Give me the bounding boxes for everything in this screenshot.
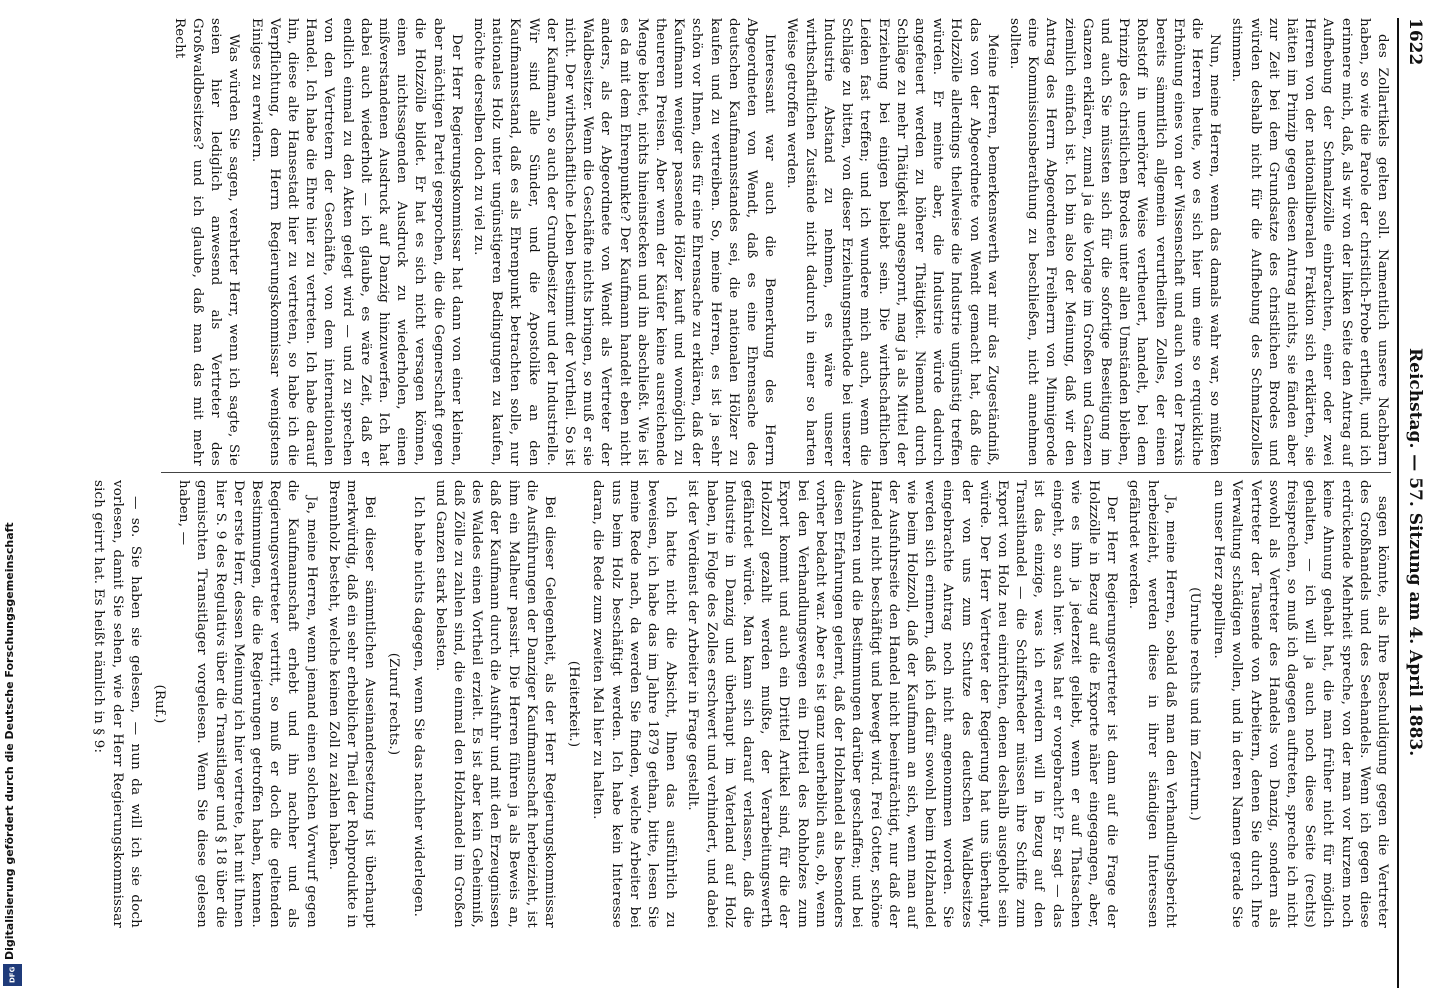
paragraph: Bei dieser Gelegenheit, als der Herr Regierungskommissar die Ausführungen der Danziger Kaufmannschaft herbeizieht, ist ihm ein Malheur passirt. Die Herren führen ja als Beweis an, daß der Kaufmann durch die Ausfuhr und mit den Erzeugnissen des Waldes einen Vortheil erzielt. Es ist aber kein Geheimniß, daß Zölle zu zahlen sind, die einmal den Holzhandel im Großen und Ganzen stark belasten. bbox=[432, 480, 558, 928]
paragraph: Der Herr Regierungsvertreter ist dann auf die Frage der Holzzölle in Bezug auf die Exporte näher eingegangen, aber, wie es ihm ja jederzeit geliebt, wenn er auf Thatsachen eingeht, so auch hier. Was hat er vorgebracht? Er sagt — das ist das einzige, was ich erwidern will in Bezug auf den Transithandel — die Schiffsrheder müssen ihre Schiffe zum Export von Holz neu einrichten, denen deshalb ausgeholt sein würde. Der Herr Vertreter der Regierung hat uns überhaupt, der von uns zum Schutze des deutschen Waldbesitzes eingebrachte Antrag noch nicht angenommen worden. Sie werden sich erinnern, daß ich dafür sowohl beim Holzhandel wie beim Holzzoll, daß der Kaufmann an sich, wenn man auf der Ausfuhrseite den Handel nicht beeinträchtigt, nur daß der Handel nicht beschäftigt und bewegt wird. Frei Gotter, schöne Ausfuhren und die Bestimmungen darüber geschaffen; und bei diesen Erfahrungen gelernt, daß der Holzhandel als besonders vorher bedacht war. Aber es ist ganz unerheblich aus, ob, wenn bei den Verhandlungswegen ein Drittel des Rohholzes zum Export kommt und auch ein Drittel Artikel sind, für die der Holzzoll gezahlt werden mußte, der Verarbeitungswerth gefährdet würde. Man kann sich darauf verlassen, daß die Industrie in Danzig und überhaupt im Vaterland auf Holz haben, in Folge des Zolles erschwert und verhindert, und dabei ist der Verdienst der Arbeiter in Frage gestellt. bbox=[685, 480, 1120, 928]
stage-direction: (Ruf.) bbox=[152, 684, 167, 724]
right-column bbox=[91, 480, 1391, 928]
paragraph: Interessant war auch die Bemerkung des Herrn Abgeordneten von Wendt, daß es eine Ehrensache des deutschen Kaufmannsstandes sei, die nationalen Hölzer zu kaufen und zu vertreiben. So, meine Herren, es ist ja sehr schön vor Ihnen, dies für eine Ehrensache zu erklären, daß der Kaufmann weniger passende Hölzer kauft und womöglich zu theureren Preisen. Aber wenn der Käufer keine ausreichende Menge bietet, nichts hineinstecken und ihn abschließt. Wie ist es da mit dem Ehrenpunkte? Der Kaufmann handelt eben nicht anders, als der Abgeordnete von Wendt als Vertreter der Waldbesitzer. Wenn die Geschäfte nichts bringen, so muß er sie nicht. Der wirthschaftliche Leben bestimmt der Vortheil. So ist der Kaufmann, so auch der Grundbesitzer und der Industrielle. Wir sind alle Sünder, und die Apostolike an den Kaufmannsstand, daß es als Ehrenpunkt betrachten solle, nur nationales Holz unter ungünstigeren Bedingungen zu kaufen, möchte derselben doch zu viel zu. bbox=[471, 18, 778, 466]
funding-notice: Digitalisierung gefördert durch die Deutsche Forschungsgemeinschaft bbox=[3, 522, 16, 960]
paragraph: sagen könnte, als Ihre Beschuldigung gegen die Vertreter des Großhandels und des Seehandels. Wenn ich gegen diese erdrückende Mehrheit spreche, von der man vor kurzem noch keine Ahnung gehabt hat, die man früher nicht für möglich gehalten, — ich will ja auch noch diese Seite (rechts) freisprechen, so muß ich dagegen auftreten, spreche ich nicht sowohl als Vertreter des Handels von Danzig, sondern als Vertreter der Tausende von Arbeitern, denen Sie durch Ihre Verwaltung schädigen wollen, und in deren Namen gerade Sie an unser Herz appelliren. bbox=[1211, 480, 1390, 928]
paragraph: des Zollartikels gelten soll. Namentlich unsere Nachbarn haben, so wie die Parole der christlich-Probe ertheilt, und ich erinnere mich, daß, als wir von der linken Seite den Antrag auf Aufhebung der Schmalzzölle einbrachten, einer oder zwei Herren von der nationalliberalen Fraktion sich erklärten, sie hätten im Prinzip gegen diesen Antrag nichts, sie fänden aber zur Zeit bei dem Grundsatze des christlichen Brodes und würden deshalb nicht für die Aufhebung des Schmalzzolles stimmen. bbox=[1229, 18, 1390, 466]
stage-direction: (Zuruf rechts.) bbox=[386, 652, 402, 756]
page-number: 1622 bbox=[1405, 18, 1425, 66]
paragraph: — so. Sie haben sie gelesen, — nun da will ich sie doch vorlesen, damit Sie sehen, wie der Herr Regierungskommissar sich geirrt hat. Es heißt nämlich in § 9: bbox=[91, 480, 143, 928]
paragraph: Ja, meine Herren, sobald daß man den Verhandlungsbericht herbeizieht, werden diese in ihrer ständigen Interessen gefährdet werden. bbox=[1126, 480, 1178, 928]
paragraph: Meine Herren, bemerkenswerth war mir das Zugeständniß, das von der Abgeordnete von Wendt gemacht hat, daß die Holzzölle allerdings theilweise die Industrie ungünstig treffen würden. Er meinte aber, die Industrie würde dadurch angefeuert werden zu höherer Thätigkeit. Niemand durch Schläge zu mehr Thätigkeit angespornt, mag ja als Mittel der Erziehung bei einigen beliebt sein. Die wirthschaftlichen Leiden fast treffen; und ich wundere mich auch, wenn die Schläge zu bitten, von dieser Erziehungsmethode bei unserer Industrie Abstand zu nehmen, es wäre unserer wirthschaftlichen Zustände nicht dadurch in einer so harten Weise getroffen werden. bbox=[784, 18, 1000, 466]
rotated-newspaper-page bbox=[91, 18, 1425, 988]
header-rule bbox=[1397, 18, 1399, 988]
paragraph: Ja, meine Herren, wenn jemand einen solchen Vorwurf gegen die Kaufmannschaft erhebt und ihn nachher und als Regierungsvertreter vertritt, so muß er doch die geltenden Bestimmungen, die die Regierungen getroffen haben, kennen. Der erste Herr, dessen Meinung ich hier vertrete, hat mit Ihnen hier S. 9 des Regulativs über die Transitlager und § 18 über die gemischten Transitlager vorgelesen. Wenn Sie diese gelesen haben, — bbox=[176, 480, 319, 928]
paragraph: Der Herr Regierungskommissar hat dann von einer kleinen, aber mächtigen Partei gesprochen, die die Gegnerschaft gegen die Holzzölle bildet. Er hat es sich nicht versagen können, einen nichtssagenden Ausdruck zu wiederholen, einen mißverstandenen Ausdruck auf Danzig hinzuwerfen. Ich hat dabei auch wiederholt — ich glaube, es wäre Zeit, daß er endlich einmal zu den Akten gelegt wird — und zu sprechen von den Vertretern der Geschäfte, von dem internationalen Handel. Ich habe die Ehre hier zu vertreten. Ich habe darauf hin, diese alte Hansestadt hier zu vertreten, so habe ich die Verpflichtung, dem Herrn Regierungskommissar wenigstens Einiges zu erwidern. bbox=[248, 18, 464, 466]
stage-direction: (Unruhe rechts und im Zentrum.) bbox=[1186, 587, 1202, 821]
dfg-logo-icon: DFG bbox=[3, 964, 22, 986]
paragraph: Bei dieser sämmtlichen Auseinandersetzung ist überhaupt merkwürdig, daß ein sehr erheblicher Theil der Rohprodukte in Brennholz besteht, welche keinen Zoll zu zahlen haben. bbox=[325, 480, 378, 928]
running-header bbox=[1401, 18, 1425, 988]
left-column bbox=[161, 18, 1391, 466]
paragraph: Ich habe nichts dagegen, wenn Sie das nachher widerlegen. bbox=[410, 496, 426, 918]
session-title: Reichstag. — 57. Sitzung am 4. April 1883. bbox=[1405, 348, 1425, 757]
stage-direction: (Heiterkeit.) bbox=[566, 660, 582, 748]
paragraph: Ich hatte nicht die Absicht, Ihnen das ausführlich zu beweisen, ich habe das im Jahre 1879 gethan, bitte, lesen Sie meine Rede nach, da werden Sie finden, welche Arbeiter bei uns beim Holz beschäftigt werden. Ich habe kein Interesse daran, die Rede zum zweiten Mal hier zu halten. bbox=[590, 480, 679, 928]
paragraph: Nun, meine Herren, wenn das damals wahr war, so müßten die Herren heute, wo es sich hier um eine so erquickliche Erhöhung eines von der Wissenschaft und auch von der Praxis bereits sämmtlich allgemein verurtheilten Zolles, der einen Rohstoff in unerhörter Weise vertheuert, handelt, bei dem Prinzip des christlichen Brodes unter allen Umständen bleiben, und auch Sie müssten sich für die sofortige Beseitigung im Ganzen erklären, zumal ja die Vorlage im Großen und Ganzen ziemlich einfach ist. Ich bin also der Meinung, daß wir den Antrag des Herrn Abgeordneten Freiherrn von Minnigerode eine Kommissionsberathung zu beschließen, nicht annehmen sollten. bbox=[1006, 18, 1223, 466]
column-divider bbox=[161, 472, 1391, 473]
paragraph: Was würden Sie sagen, verehrter Herr, wenn ich sagte, Sie seien hier lediglich anwesend als Vertreter des Großwaldbesitzes? und ich glaube, daß man das mit mehr Recht bbox=[171, 18, 242, 466]
funding-strip bbox=[2, 0, 24, 1000]
